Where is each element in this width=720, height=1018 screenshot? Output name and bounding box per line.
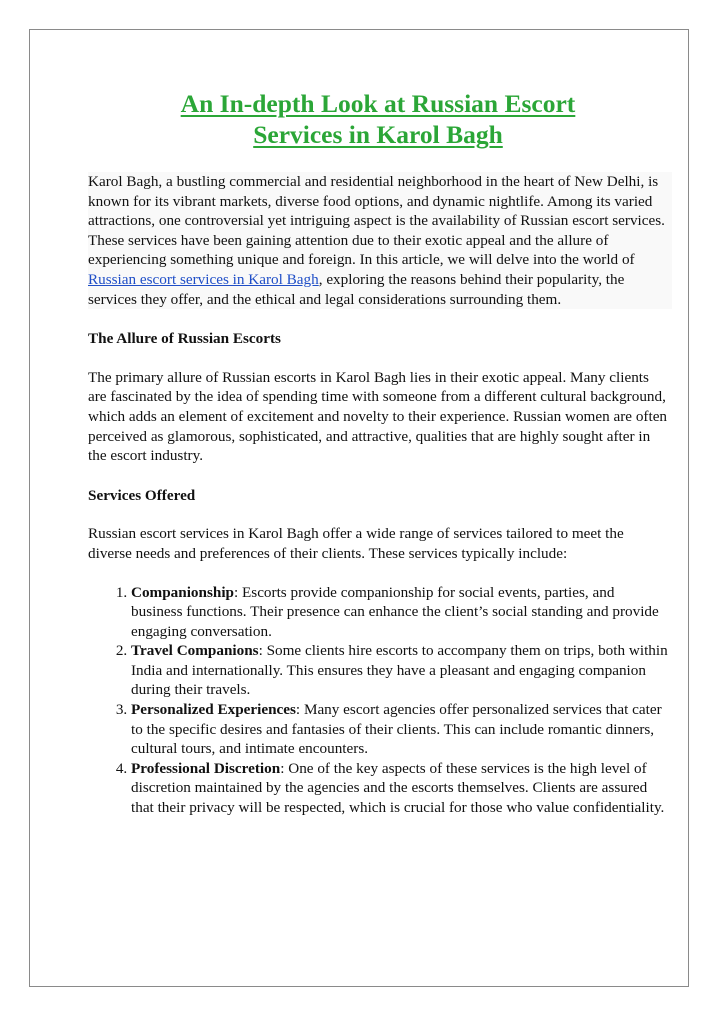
intro-section (88, 172, 672, 309)
services-heading: Services Offered (88, 486, 196, 504)
allure-paragraph: The primary allure of Russian escorts in Karol Bagh lies in their exotic appeal. Many clients are fascinated by the idea of spending time with someone from a different cultural background, which adds an element of excitement and novelty to their experience. Russian women are often perceived as glamorous, sophisticated, and attractive, qualities that are highly sought after in the escort industry. (88, 368, 668, 465)
services-list (88, 583, 668, 818)
intro-paragraph (88, 172, 668, 309)
intro-text-start: Karol Bagh, a bustling commercial and residential neighborhood in the heart of New Delhi, is known for its vibrant markets, diverse food options, and dynamic nightlife. Among its varied attractions, one controversial yet intriguing aspect is the availability of Russian escort services. These services have been gaining attention due to their exotic appeal and the allure of experiencing something unique and foreign. In this article, we will delve into the world of (88, 173, 665, 269)
page-content (88, 30, 668, 818)
list-item-term: Professional Discretion (131, 759, 281, 777)
document-page (29, 29, 689, 987)
title-line-1: An In-depth Look at Russian Escort (180, 89, 576, 118)
list-item (131, 759, 668, 818)
list-item (131, 583, 668, 642)
russian-escort-services-link[interactable]: Russian escort services in Karol Bagh (88, 270, 319, 288)
page-title (88, 88, 668, 150)
list-item-term: Companionship (131, 583, 234, 601)
list-item (131, 700, 668, 759)
list-item-term: Personalized Experiences (131, 701, 296, 719)
allure-heading: The Allure of Russian Escorts (88, 330, 281, 348)
list-item-term: Travel Companions (131, 642, 259, 660)
list-item-desc: : Many escort agencies offer personalized services that cater to the specific desires and fantasies of their clients. This can include romantic dinners, cultural tours, and intimate encounters. (131, 701, 662, 758)
list-item (131, 641, 668, 700)
list-item-desc: : Escorts provide companionship for social events, parties, and business functions. Their presence can enhance the client’s social standing and provide engaging conversation. (131, 583, 659, 640)
list-item-desc: : One of the key aspects of these services is the high level of discretion maintained by the agencies and the escorts themselves. Clients are assured that their privacy will be respected, which is crucial for those who value confidentiality. (131, 759, 665, 817)
list-item-desc: : Some clients hire escorts to accompany them on trips, both within India and internationally. This ensures they have a pleasant and engaging companion during their travels. (131, 642, 668, 699)
title-line-2: Services in Karol Bagh (253, 120, 503, 149)
intro-text-end: , exploring the reasons behind their popularity, the services they offer, and the ethical and legal considerations surrounding them. (88, 270, 625, 308)
services-paragraph: Russian escort services in Karol Bagh offer a wide range of services tailored to meet the diverse needs and preferences of their clients. These services typically include: (88, 525, 624, 562)
